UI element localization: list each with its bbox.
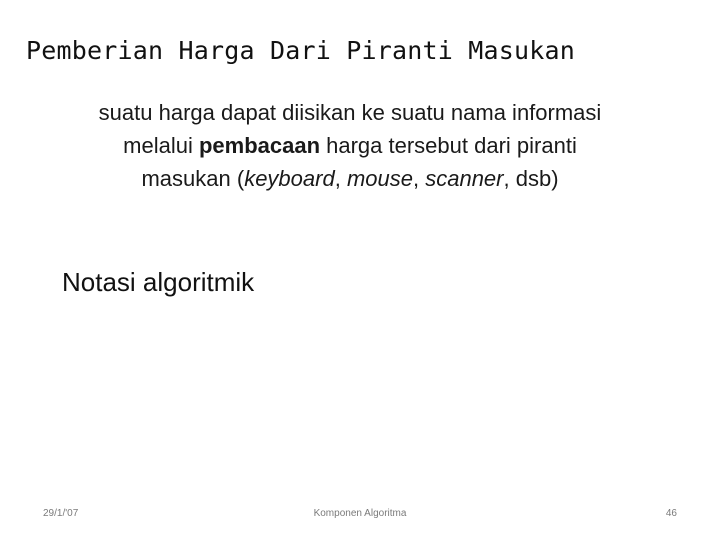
body-paragraph bbox=[20, 96, 680, 195]
italic-term-scanner: scanner bbox=[425, 166, 504, 191]
paragraph-line-3-end: , dsb) bbox=[503, 166, 559, 191]
paragraph-line-1: suatu harga dapat diisikan ke suatu nama informasi bbox=[98, 100, 602, 125]
footer-title: Komponen Algoritma bbox=[313, 508, 407, 519]
paragraph-line-2-end: harga tersebut dari piranti bbox=[320, 133, 577, 158]
subheading: Notasi algoritmik bbox=[62, 267, 255, 297]
separator: , bbox=[334, 166, 347, 191]
italic-term-keyboard: keyboard bbox=[244, 166, 335, 191]
slide-title: Pemberian Harga Dari Piranti Masukan bbox=[26, 36, 576, 65]
bold-term: pembacaan bbox=[198, 133, 321, 158]
separator: , bbox=[412, 166, 426, 191]
italic-term-mouse: mouse bbox=[346, 166, 413, 191]
paragraph-line-2-start: melalui bbox=[123, 133, 199, 158]
footer-date: 29/1/'07 bbox=[43, 508, 79, 519]
page-number: 46 bbox=[665, 508, 677, 519]
paragraph-line-3-start: masukan ( bbox=[141, 166, 245, 191]
